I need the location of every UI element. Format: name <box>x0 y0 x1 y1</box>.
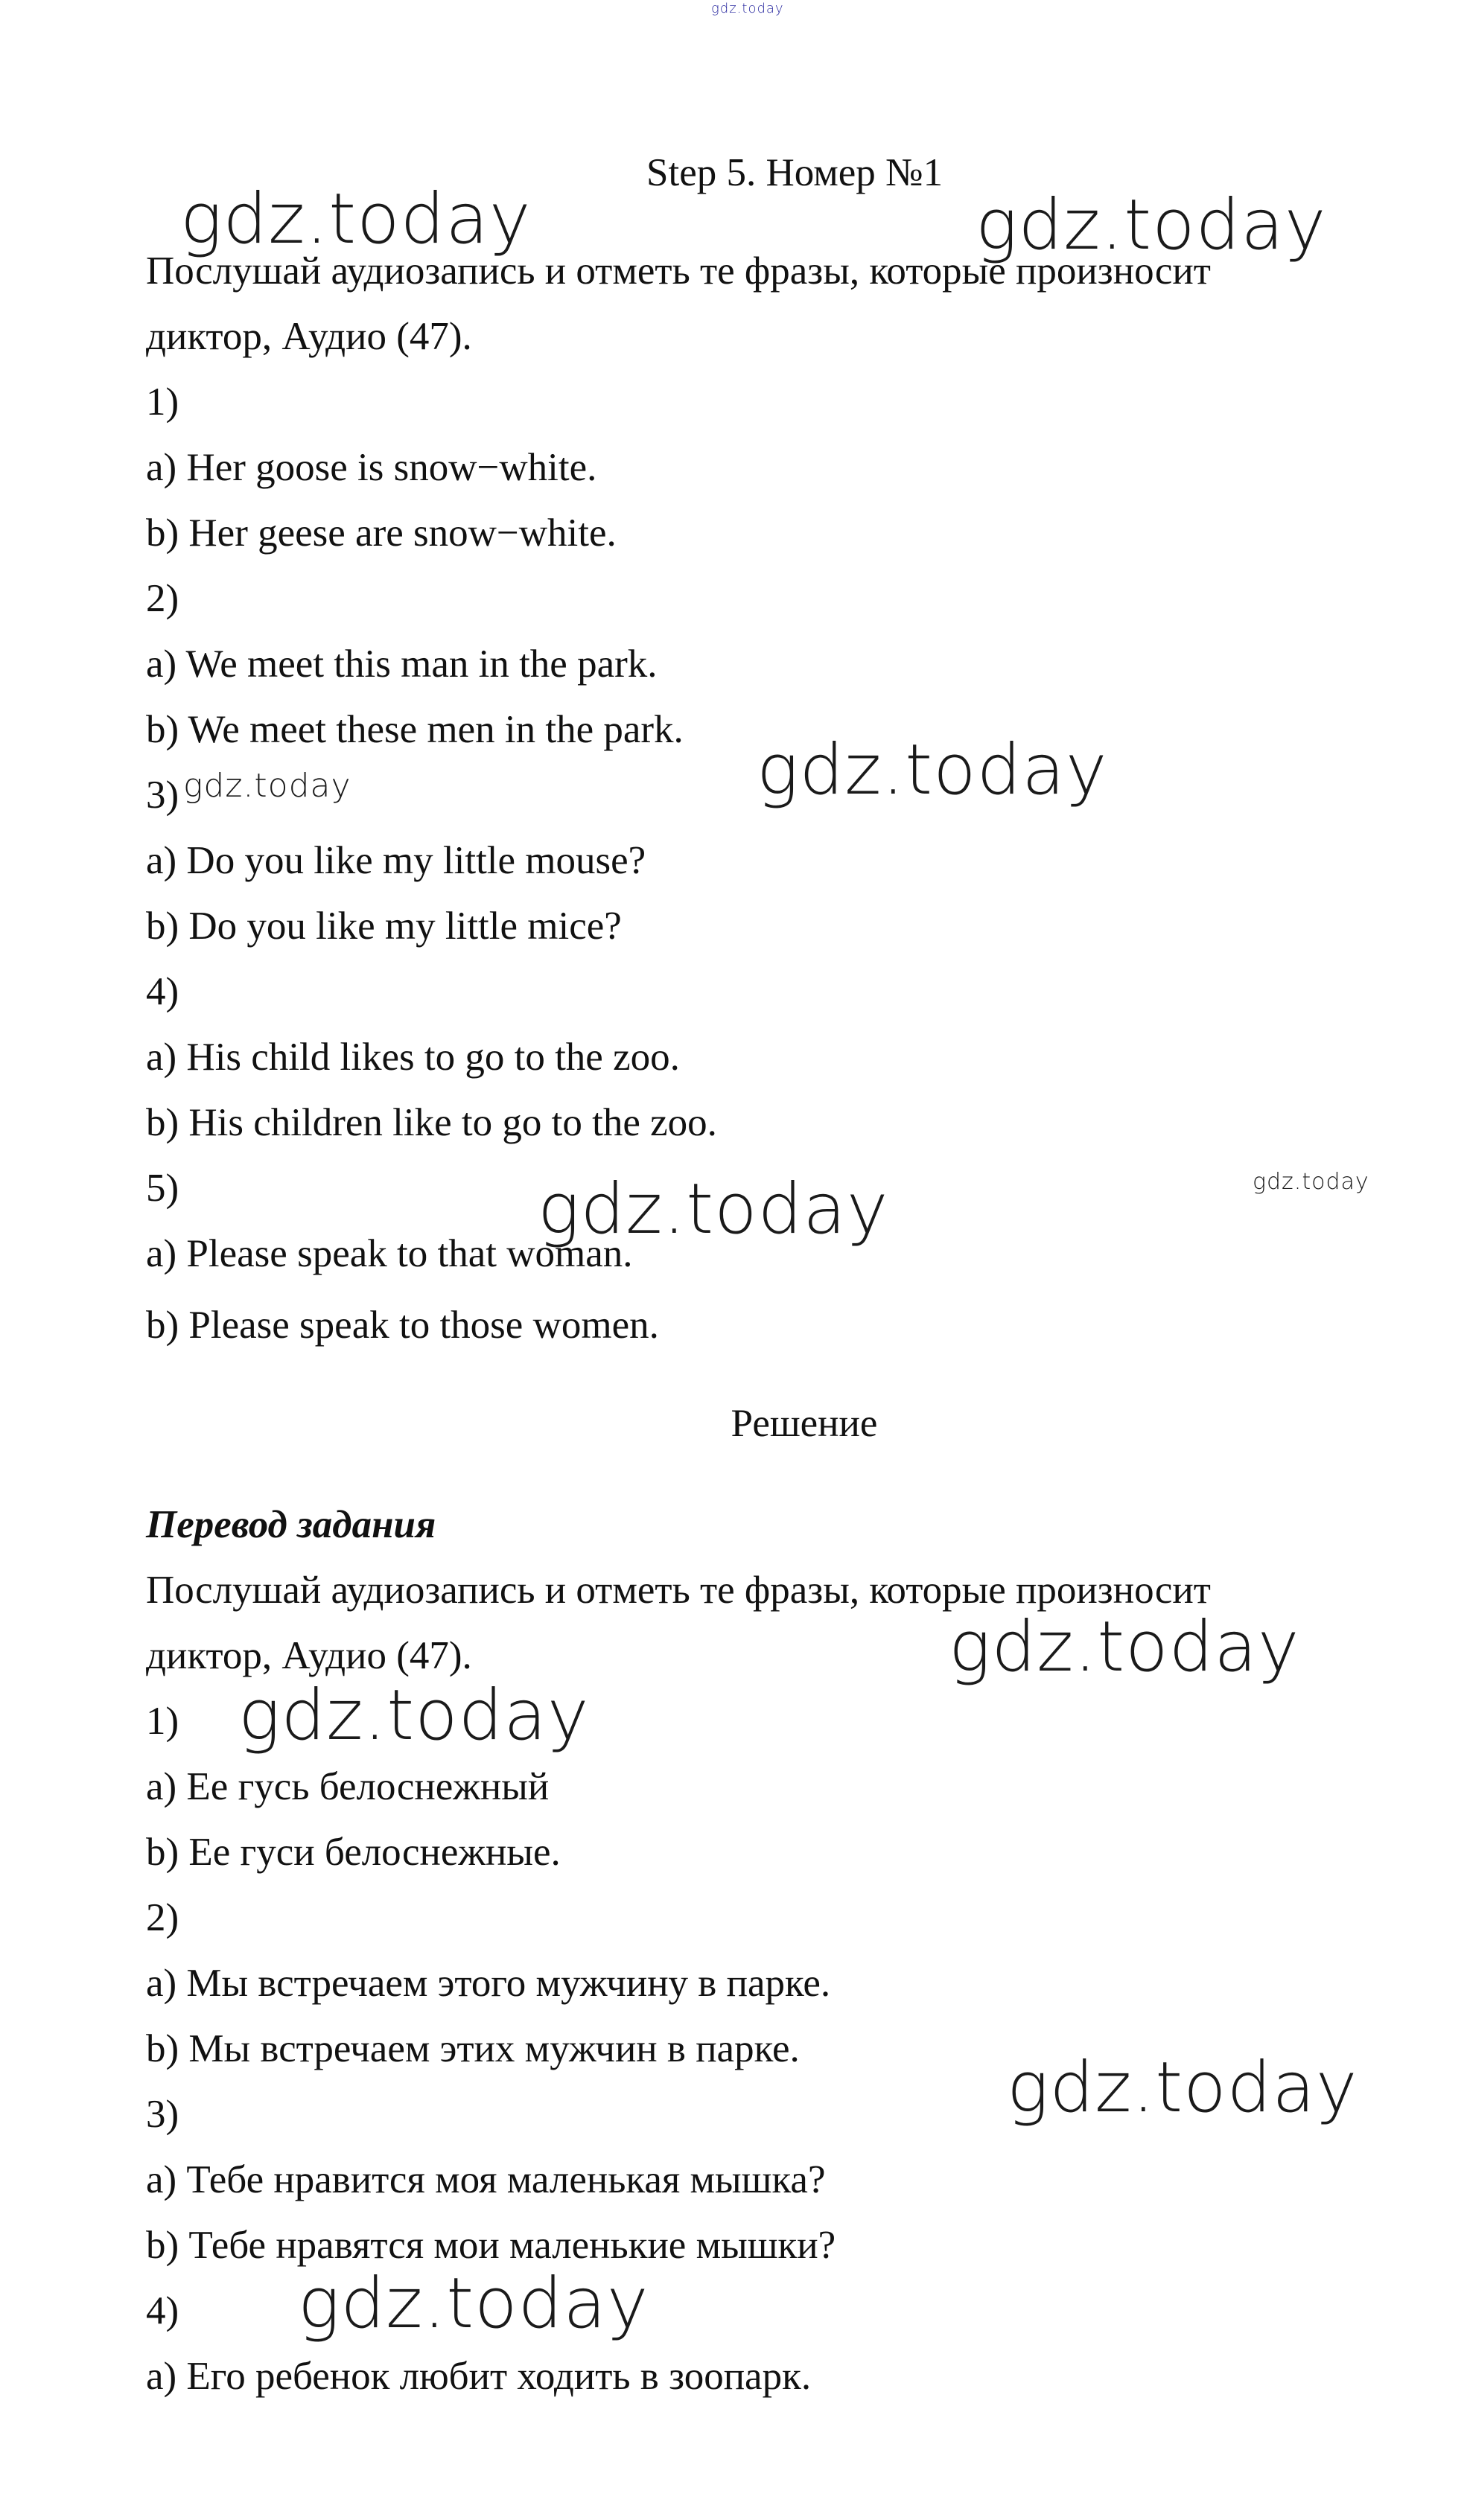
task-item-1-number: 1) <box>146 380 179 424</box>
task-item-1-a: a) Her goose is snow−white. <box>146 446 597 489</box>
solution-heading: Решение <box>731 1402 878 1445</box>
solution-item-2-number: 2) <box>146 1896 179 1939</box>
task-item-4-number: 4) <box>146 970 179 1013</box>
task-item-5-number: 5) <box>146 1167 179 1210</box>
solution-item-3-number: 3) <box>146 2093 179 2136</box>
task-instruction-line2: диктор, Аудио (47). <box>146 315 472 358</box>
watermark-6: gdz.today <box>1253 1169 1369 1195</box>
task-item-3-number: 3) <box>146 773 179 817</box>
watermark-5: gdz.today <box>538 1169 889 1250</box>
task-item-2-number: 2) <box>146 577 179 620</box>
task-item-3-b: b) Do you like my little mice? <box>146 905 622 948</box>
solution-item-1-number: 1) <box>146 1700 179 1743</box>
watermark-8: gdz.today <box>238 1675 590 1756</box>
solution-item-4-number: 4) <box>146 2289 179 2332</box>
solution-instruction-line2: диктор, Аудио (47). <box>146 1634 472 1677</box>
task-instruction-line1: Послушай аудиозапись и отметь те фразы, которые произносит <box>146 249 1211 293</box>
task-item-5-b: b) Please speak to those women. <box>146 1304 659 1347</box>
solution-item-3-b: b) Тебе нравятся мои маленькие мышки? <box>146 2224 836 2267</box>
task-item-4-b: b) His children like to go to the zoo. <box>146 1101 717 1144</box>
task-item-1-b: b) Her geese are snow−white. <box>146 511 617 555</box>
task-item-3-a: a) Do you like my little mouse? <box>146 839 646 882</box>
solution-item-4-a: a) Его ребенок любит ходить в зоопарк. <box>146 2355 812 2398</box>
task-item-2-a: a) We meet this man in the park. <box>146 642 658 686</box>
task-item-4-a: a) His child likes to go to the zoo. <box>146 1036 680 1079</box>
task-title: Step 5. Номер №1 <box>646 151 943 194</box>
task-item-5-a: a) Please speak to that woman. <box>146 1232 633 1275</box>
solution-item-2-b: b) Мы встречаем этих мужчин в парке. <box>146 2027 800 2070</box>
watermark-4: gdz.today <box>183 767 351 805</box>
solution-item-2-a: a) Мы встречаем этого мужчину в парке. <box>146 1962 831 2005</box>
watermark-1: gdz.today <box>180 179 532 260</box>
watermark-2: gdz.today <box>976 185 1327 266</box>
solution-item-3-a: a) Тебе нравится моя маленькая мышка? <box>146 2158 826 2201</box>
solution-instruction-line1: Послушай аудиозапись и отметь те фразы, которые произносит <box>146 1569 1211 1612</box>
translation-heading: Перевод задания <box>146 1503 436 1546</box>
watermark-3: gdz.today <box>757 730 1108 811</box>
watermark-top: gdz.today <box>711 1 784 16</box>
watermark-9: gdz.today <box>1007 2047 1358 2128</box>
solution-item-1-a: a) Ее гусь белоснежный <box>146 1765 550 1808</box>
task-item-2-b: b) We meet these men in the park. <box>146 708 684 751</box>
watermark-7: gdz.today <box>949 1607 1300 1688</box>
solution-item-1-b: b) Ее гуси белоснежные. <box>146 1831 561 1874</box>
watermark-10: gdz.today <box>298 2263 649 2344</box>
